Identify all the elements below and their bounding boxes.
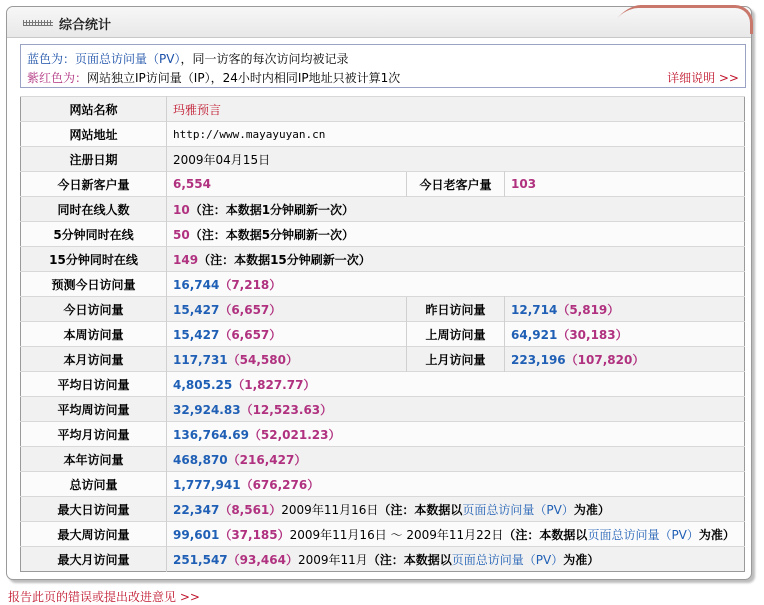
legend-blue-suffix: ，同一访客的每次访问均被记录 <box>180 52 349 66</box>
color-legend <box>20 44 746 88</box>
max-day-pv: 22,347 <box>173 502 220 517</box>
lastweek-visits-label: 上周访问量 <box>407 322 505 347</box>
stats-table <box>20 96 745 572</box>
returning-visitors-label: 今日老客户量 <box>407 172 505 197</box>
max-month-date: 2009年11月 <box>297 552 368 567</box>
lastweek-visits-cell <box>505 322 745 347</box>
year-ip: （216,427） <box>227 452 307 467</box>
site-url-label: 网站地址 <box>21 122 167 147</box>
legend-blue-prefix: 蓝色为： <box>27 52 76 66</box>
lastweek-ip: （30,183） <box>557 327 628 342</box>
online-5min-label: 5分钟同时在线 <box>21 222 167 247</box>
today-visits-label: 今日访问量 <box>21 297 167 322</box>
forecast-cell <box>167 272 745 297</box>
tab-corner-decoration <box>640 5 753 34</box>
max-week-label: 最大周访问量 <box>21 522 167 547</box>
month-visits-cell <box>167 347 407 372</box>
legend-pink-prefix: 紫红色为： <box>27 71 88 85</box>
max-note-link: 页面总访问量（PV） <box>587 527 699 542</box>
max-month-ip: （93,464） <box>227 552 298 567</box>
year-visits-label: 本年访问量 <box>21 447 167 472</box>
avg-week-cell <box>167 397 745 422</box>
forecast-label: 预测今日访问量 <box>21 272 167 297</box>
avg-month-ip: （52,021.23） <box>248 427 341 442</box>
legend-pink-line <box>27 69 400 86</box>
site-name-label: 网站名称 <box>21 97 167 122</box>
legend-blue-line <box>27 50 348 67</box>
year-visits-cell <box>167 447 745 472</box>
max-note-link: 页面总访问量（PV） <box>462 502 574 517</box>
report-error-link[interactable]: 报告此页的错误或提出改进意见 >> <box>8 590 200 604</box>
online-15min-value: 149 <box>173 252 199 267</box>
table-row <box>21 297 745 322</box>
max-day-label: 最大日访问量 <box>21 497 167 522</box>
total-ip: （676,276） <box>240 477 320 492</box>
max-month-cell <box>167 547 745 572</box>
lastmonth-ip: （107,820） <box>565 352 645 367</box>
max-day-date: 2009年11月16日 <box>281 502 379 517</box>
avg-week-label: 平均周访问量 <box>21 397 167 422</box>
max-note-open: （注：本数据以 <box>367 552 452 567</box>
max-note-close: 为准） <box>563 552 600 567</box>
year-pv: 468,870 <box>173 452 228 467</box>
online-15min-cell <box>167 247 745 272</box>
yesterday-ip: （5,819） <box>557 302 620 317</box>
lastmonth-pv: 223,196 <box>511 352 566 367</box>
avg-day-pv: 4,805.25 <box>173 377 233 392</box>
table-row <box>21 122 745 147</box>
online-now-value: 10 <box>173 202 190 217</box>
avg-week-pv: 32,924.83 <box>173 402 241 417</box>
site-url-value: http://www.mayayuyan.cn <box>167 122 745 147</box>
reg-date-value: 2009年04月15日 <box>167 147 745 172</box>
total-visits-label: 总访问量 <box>21 472 167 497</box>
online-15min-note: （注：本数据15分钟刷新一次） <box>198 252 371 267</box>
table-row <box>21 322 745 347</box>
max-note-open: （注：本数据以 <box>378 502 463 517</box>
legend-blue-term: 页面总访问量（PV） <box>75 52 181 66</box>
max-week-pv: 99,601 <box>173 527 220 542</box>
online-5min-value: 50 <box>173 227 190 242</box>
yesterday-visits-cell <box>505 297 745 322</box>
lastmonth-visits-cell <box>505 347 745 372</box>
table-row <box>21 422 745 447</box>
table-row <box>21 497 745 522</box>
table-row <box>21 447 745 472</box>
total-visits-cell <box>167 472 745 497</box>
max-note-close: 为准） <box>698 527 735 542</box>
max-week-ip: （37,185） <box>219 527 290 542</box>
month-ip: （54,580） <box>227 352 298 367</box>
avg-day-ip: （1,827.77） <box>232 377 316 392</box>
avg-week-ip: （12,523.63） <box>240 402 333 417</box>
legend-pink-suffix: ，24小时内相同IP地址只被计算1次 <box>210 71 401 85</box>
online-now-label: 同时在线人数 <box>21 197 167 222</box>
forecast-ip: （7,218） <box>219 277 282 292</box>
total-pv: 1,777,941 <box>173 477 241 492</box>
yesterday-pv: 12,714 <box>511 302 558 317</box>
site-name-value: 玛雅预言 <box>167 97 745 122</box>
max-day-cell <box>167 497 745 522</box>
table-row <box>21 272 745 297</box>
week-visits-cell <box>167 322 407 347</box>
forecast-pv: 16,744 <box>173 277 220 292</box>
details-link[interactable]: 详细说明 >> <box>667 71 739 85</box>
avg-day-cell <box>167 372 745 397</box>
online-5min-cell <box>167 222 745 247</box>
table-row <box>21 547 745 572</box>
legend-pink-term: 网站独立IP访问量（IP） <box>87 71 211 85</box>
yesterday-visits-label: 昨日访问量 <box>407 297 505 322</box>
panel-title: 综合统计 <box>59 18 112 33</box>
table-row <box>21 472 745 497</box>
lastmonth-visits-label: 上月访问量 <box>407 347 505 372</box>
today-ip: （6,657） <box>219 302 282 317</box>
table-row <box>21 372 745 397</box>
grip-icon <box>23 20 53 26</box>
lastweek-pv: 64,921 <box>511 327 558 342</box>
online-now-note: （注：本数据1分钟刷新一次） <box>189 202 355 217</box>
max-month-label: 最大月访问量 <box>21 547 167 572</box>
online-15min-label: 15分钟同时在线 <box>21 247 167 272</box>
reg-date-label: 注册日期 <box>21 147 167 172</box>
max-day-ip: （8,561） <box>219 502 282 517</box>
today-pv: 15,427 <box>173 302 220 317</box>
month-pv: 117,731 <box>173 352 228 367</box>
new-visitors-label: 今日新客户量 <box>21 172 167 197</box>
new-visitors-value: 6,554 <box>167 172 407 197</box>
max-week-date: 2009年11月16日 ～ 2009年11月22日 <box>289 527 504 542</box>
avg-month-label: 平均月访问量 <box>21 422 167 447</box>
table-row <box>21 247 745 272</box>
online-5min-note: （注：本数据5分钟刷新一次） <box>189 227 355 242</box>
max-note-close: 为准） <box>573 502 610 517</box>
panel-header <box>7 7 751 38</box>
table-row <box>21 197 745 222</box>
today-visits-cell <box>167 297 407 322</box>
week-ip: （6,657） <box>219 327 282 342</box>
table-row <box>21 222 745 247</box>
avg-day-label: 平均日访问量 <box>21 372 167 397</box>
max-month-pv: 251,547 <box>173 552 228 567</box>
table-row <box>21 347 745 372</box>
online-now-cell <box>167 197 745 222</box>
avg-month-cell <box>167 422 745 447</box>
max-note-open: （注：本数据以 <box>503 527 588 542</box>
month-visits-label: 本月访问量 <box>21 347 167 372</box>
table-row <box>21 522 745 547</box>
max-note-link: 页面总访问量（PV） <box>451 552 564 567</box>
table-row <box>21 147 745 172</box>
table-row <box>21 397 745 422</box>
avg-month-pv: 136,764.69 <box>173 427 249 442</box>
week-pv: 15,427 <box>173 327 220 342</box>
table-row <box>21 172 745 197</box>
returning-visitors-value: 103 <box>505 172 745 197</box>
week-visits-label: 本周访问量 <box>21 322 167 347</box>
table-row <box>21 97 745 122</box>
max-week-cell <box>167 522 745 547</box>
statistics-panel <box>6 6 752 580</box>
